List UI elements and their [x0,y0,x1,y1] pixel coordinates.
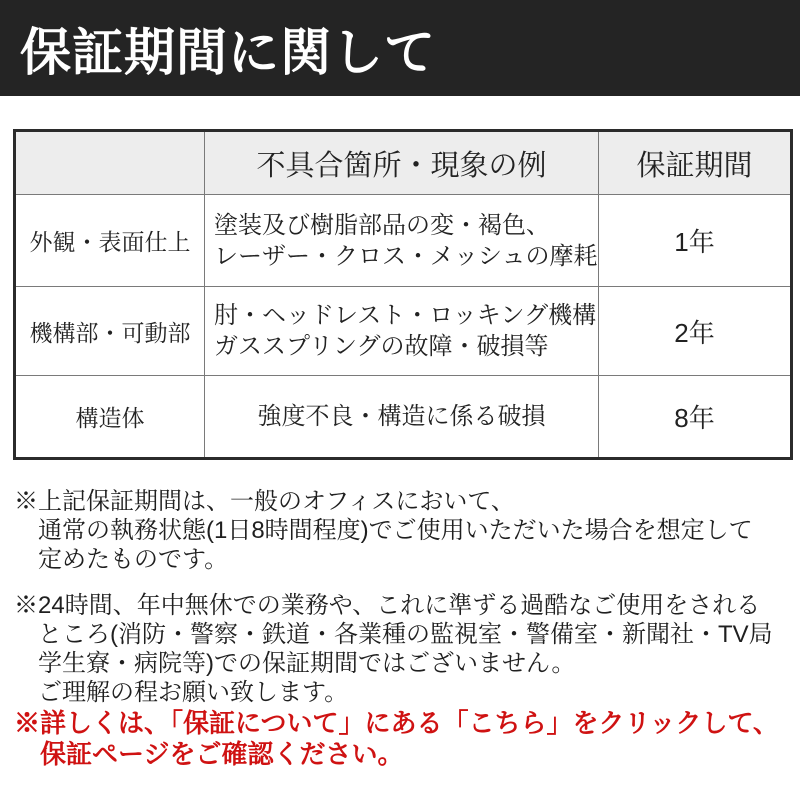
title-banner [0,0,800,96]
note-office-usage [14,487,794,574]
examples-line: 肘・ヘッドレスト・ロッキング機構 [214,302,597,329]
note-line: 学生寮・病院等)での保証期間ではございません。 [38,650,576,677]
table-row-mechanism [15,287,792,376]
note-line: ※詳しくは、「保証について」にある「こちら」をクリックして、 [14,708,779,738]
note-line: ところ(消防・警察・鉄道・各業種の監視室・警備室・新聞社・TV局 [38,621,773,648]
note-line: 定めたものです。 [38,546,229,573]
category-cell: 機構部・可動部 [15,287,205,376]
header-cell-category [15,131,205,195]
examples-cell [205,376,599,459]
examples-cell [205,287,599,376]
table-row-appearance [15,195,792,287]
warranty-table [13,129,793,460]
note-heavy-usage-exclusion [14,591,794,707]
header-cell-examples: 不具合箇所・現象の例 [205,131,599,195]
category-cell: 構造体 [15,376,205,459]
note-warranty-page-link [14,708,794,770]
note-line: 通常の執務状態(1日8時間程度)でご使用いただいた場合を想定して [38,517,753,544]
examples-line: 塗装及び樹脂部品の変・褐色、 [214,211,550,239]
period-cell: 8年 [599,376,792,459]
period-cell: 1年 [599,195,792,287]
examples-line: ガススプリングの故障・破損等 [214,333,549,360]
note-line: ※上記保証期間は、一般のオフィスにおいて、 [14,488,515,515]
note-line: ご理解の程お願い致します。 [38,679,349,706]
note-line: ※24時間、年中無休での業務や、これに準ずる過酷なご使用をされる [14,592,761,619]
page-title: 保証期間に関して [20,24,437,81]
category-cell: 外観・表面仕上 [15,195,205,287]
examples-cell [205,195,599,287]
header-cell-period: 保証期間 [599,131,792,195]
note-line: 保証ページをご確認ください。 [40,739,404,769]
table-row-structure [15,376,792,459]
examples-line: レーザー・クロス・メッシュの摩耗 [214,242,598,270]
period-cell: 2年 [599,287,792,376]
examples-line: 強度不良・構造に係る破損 [257,403,546,430]
table-header-row [15,131,792,195]
